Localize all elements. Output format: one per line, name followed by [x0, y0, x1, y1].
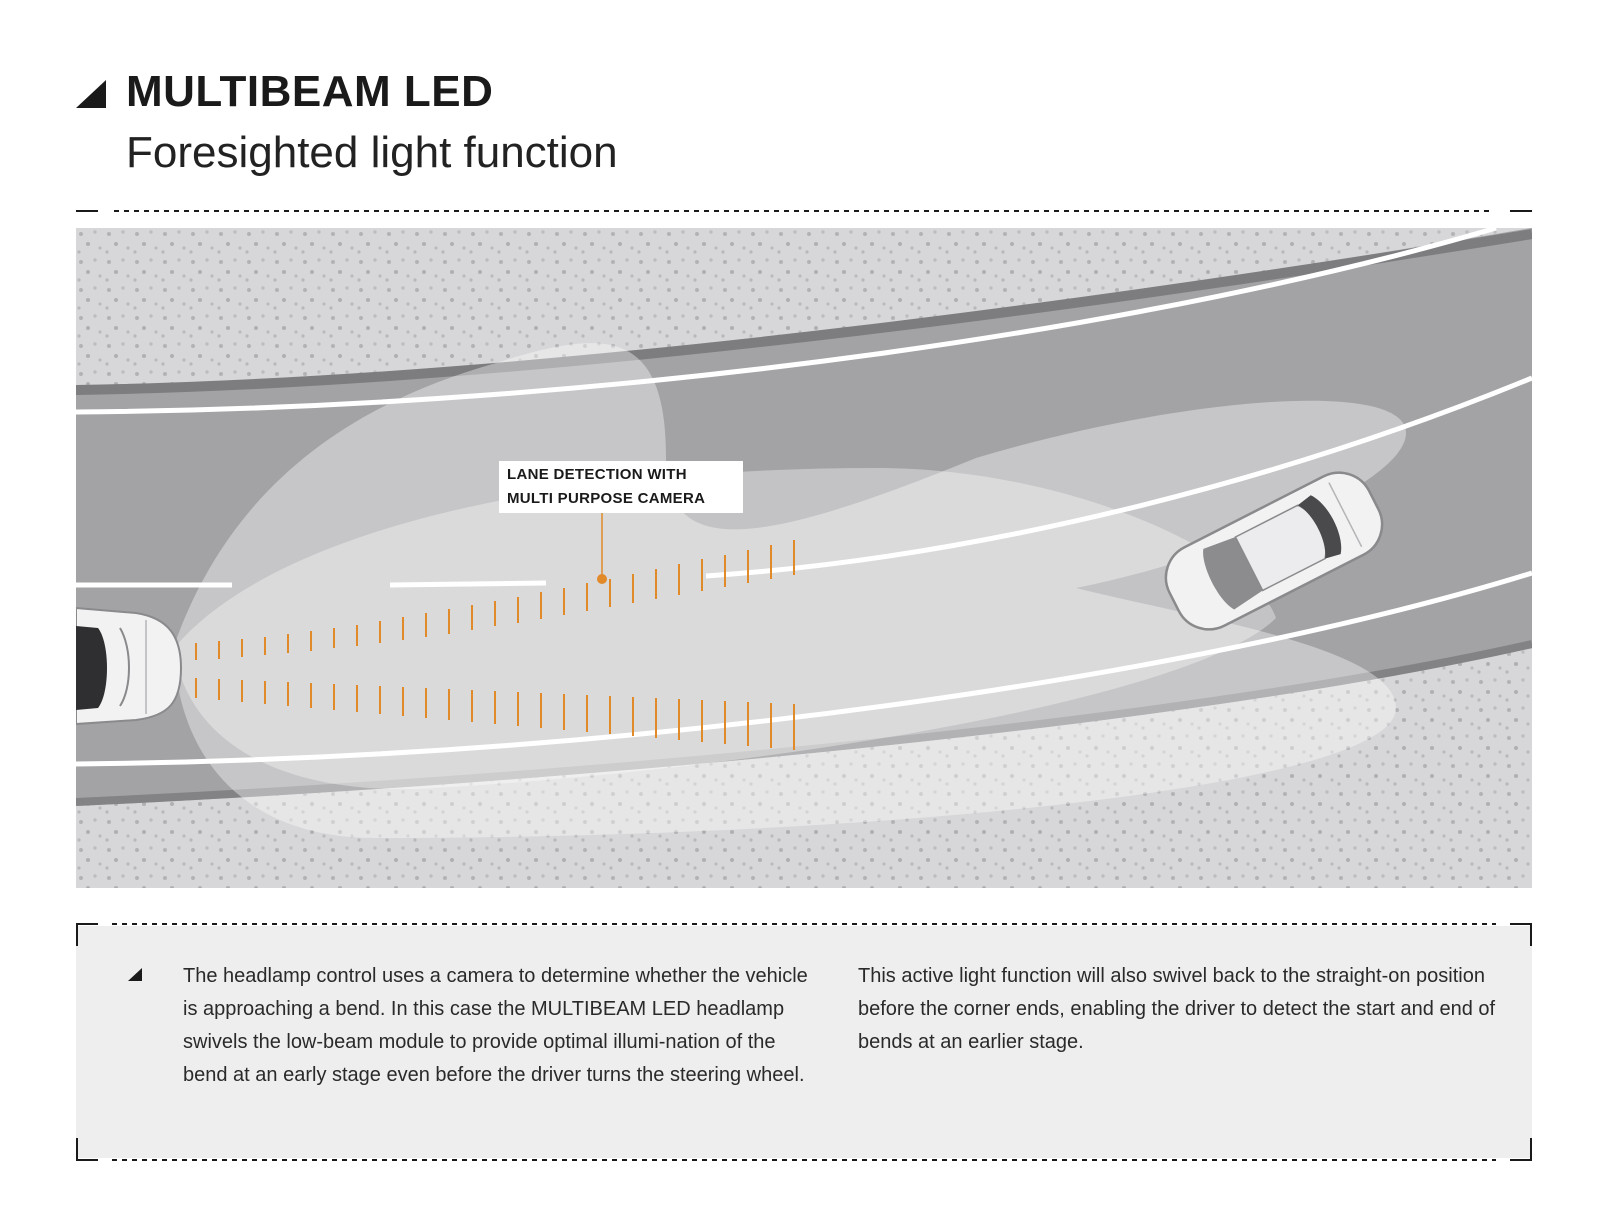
road-diagram	[76, 228, 1532, 888]
top-divider	[76, 208, 1532, 214]
info-text-right: This active light function will also swivel back to the straight-on position before the corner ends, enabling the driver to detect the start and end of bends at an earlier stage.	[858, 965, 1496, 1053]
camera-point-icon	[597, 574, 607, 584]
ego-car-icon	[76, 608, 181, 724]
info-triangle-icon	[128, 968, 142, 981]
callout-line-1: LANE DETECTION WITH	[507, 466, 687, 483]
callout-line-2: MULTI PURPOSE CAMERA	[507, 490, 706, 507]
info-text-left: The headlamp control uses a camera to determine whether the vehicle is approaching a bend. In this case the MULTIBEAM LED headlamp swivels the low-beam module to provide optimal illumi-nation of the bend at an early stage even before the driver turns the steering wheel.	[183, 965, 808, 1086]
page-title: MULTIBEAM LED	[126, 67, 494, 116]
page-subtitle: Foresighted light function	[126, 128, 618, 177]
title-triangle-icon	[76, 80, 106, 108]
lane-detection-callout	[499, 461, 743, 513]
